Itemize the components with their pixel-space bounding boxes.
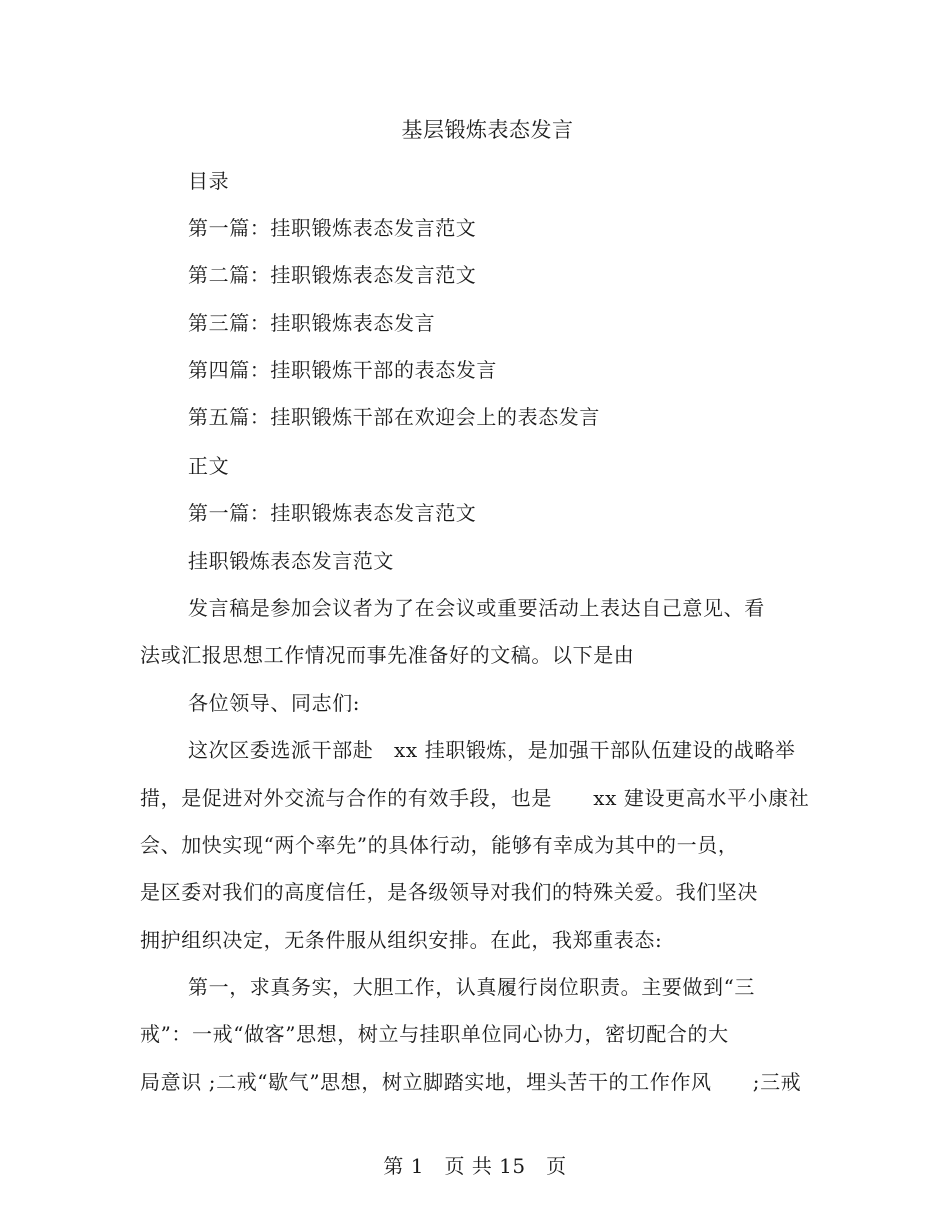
paragraph-3-line-1: 第一，求真务实，大胆工作，认真履行岗位职责。主要做到“三 <box>188 975 756 999</box>
paragraph-2-line-1: 这次区委选派干部赴 xx 挂职锻炼，是加强干部队伍建设的战略举 <box>188 738 796 762</box>
greeting: 各位领导、同志们: <box>188 691 361 715</box>
paragraph-1-line-2: 法或汇报思想工作情况而事先准备好的文稿。以下是由 <box>140 643 635 667</box>
paragraph-2-line-5: 拥护组织决定，无条件服从组织安排。在此，我郑重表态: <box>140 928 663 952</box>
toc-item-1: 第一篇：挂职锻炼表态发言范文 <box>188 216 477 240</box>
paragraph-1-line-1: 发言稿是参加会议者为了在会议或重要活动上表达自己意见、看 <box>188 596 765 620</box>
toc-heading: 目录 <box>188 169 230 193</box>
toc-item-2: 第二篇：挂职锻炼表态发言范文 <box>188 263 477 287</box>
document-title: 基层锻炼表态发言 <box>401 118 574 142</box>
paragraph-2-line-3: 会、加快实现“两个率先”的具体行动，能够有幸成为其中的一员， <box>140 833 739 857</box>
body-heading: 正文 <box>188 454 230 478</box>
paragraph-3-line-3: 局意识 ;二戒“歇气”思想，树立脚踏实地，埋头苦干的工作作风 ;三戒 <box>140 1070 802 1094</box>
section-heading: 第一篇：挂职锻炼表态发言范文 <box>188 501 477 525</box>
toc-item-5: 第五篇：挂职锻炼干部在欢迎会上的表态发言 <box>188 405 600 429</box>
paragraph-2-line-2: 措，是促进对外交流与合作的有效手段，也是 xx 建设更高水平小康社 <box>140 786 810 810</box>
paragraph-2-line-4: 是区委对我们的高度信任，是各级领导对我们的特殊关爱。我们坚决 <box>140 880 758 904</box>
page-number-footer: 第 1 页 共 15 页 <box>383 1154 567 1178</box>
paragraph-3-line-2: 戒”：一戒“做客”思想，树立与挂职单位同心协力，密切配合的大 <box>140 1022 729 1046</box>
toc-item-3: 第三篇：挂职锻炼表态发言 <box>188 311 436 335</box>
section-subtitle: 挂职锻炼表态发言范文 <box>188 549 394 573</box>
toc-item-4: 第四篇：挂职锻炼干部的表态发言 <box>188 358 497 382</box>
